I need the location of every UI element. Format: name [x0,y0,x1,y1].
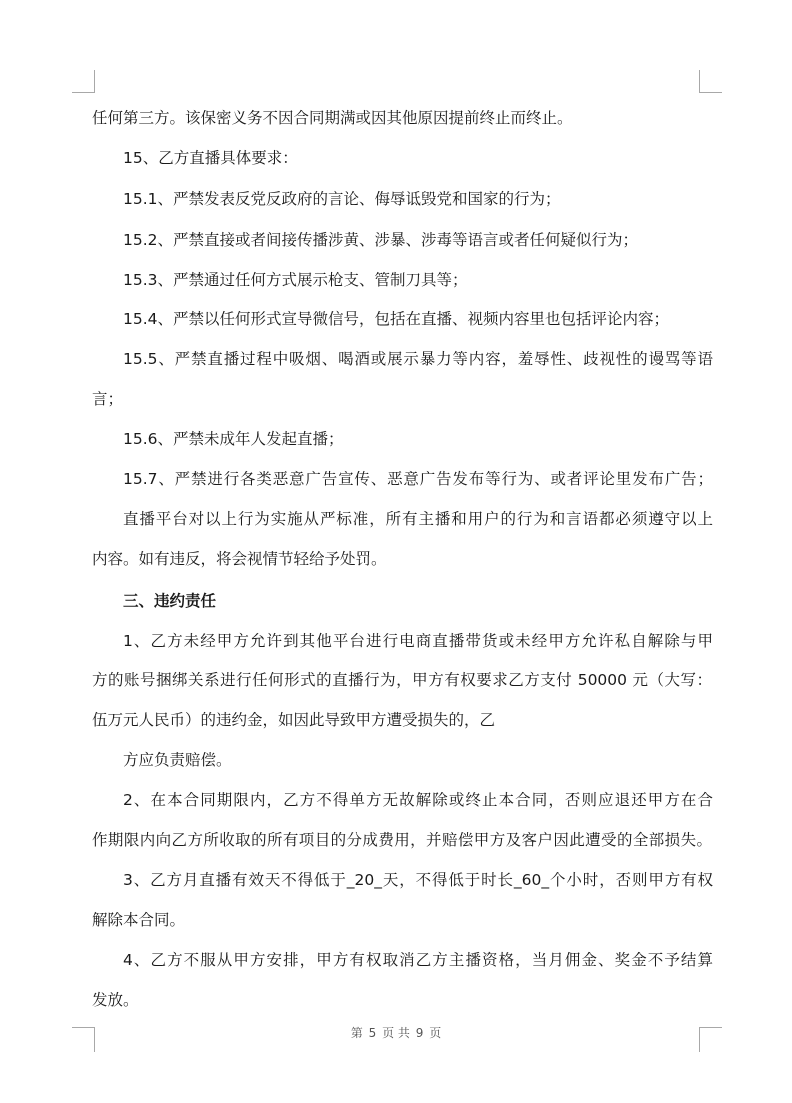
footer-prefix: 第 [350,1026,363,1040]
section-heading-breach: 三、违约责任 [123,592,217,610]
clause-15-1: 15.1、严禁发表反党反政府的言论、侮辱诋毁党和国家的行为； [123,190,561,208]
footer-suffix: 页 [429,1026,442,1040]
section-15-title: 15、乙方直播具体要求： [123,149,298,167]
clause-15-7: 15.7、严禁进行各类恶意广告宣传、恶意广告发布等行为、或者评论里发布广告； [123,470,713,488]
breach-clause-4: 4、乙方不服从甲方安排，甲方有权取消乙方主播资格，当月佣金、奖金不予结算 [123,951,713,969]
breach-clause-1: 1、乙方未经甲方允许到其他平台进行电商直播带货或未经甲方允许私自解除与甲 [123,632,713,650]
clause-15-5: 15.5、严禁直播过程中吸烟、喝酒或展示暴力等内容，羞辱性、歧视性的谩骂等语 [123,350,713,368]
clause-15-5-cont: 言； [92,390,124,408]
breach-clause-1-cont: 方的账号捆绑关系进行任何形式的直播行为，甲方有权要求乙方支付 50000 元（大写： [92,671,712,689]
breach-clause-2: 2、在本合同期限内，乙方不得单方无故解除或终止本合同，否则应退还甲方在合 [123,791,713,809]
clause-15-2: 15.2、严禁直接或者间接传播涉黄、涉暴、涉毒等语言或者任何疑似行为； [123,231,639,249]
clause-15-6: 15.6、严禁未成年人发起直播； [123,430,344,448]
crop-mark-top-left [72,70,95,93]
crop-mark-top-right [699,70,722,93]
breach-clause-3: 3、乙方月直播有效天不得低于_20_天，不得低于时长_60_个小时，否则甲方有权 [123,871,713,889]
clause-15-4: 15.4、严禁以任何形式宣导微信号，包括在直播、视频内容里也包括评论内容； [123,310,670,328]
breach-clause-1-cont: 伍万元人民币）的违约金，如因此导致甲方遭受损失的，乙 [92,711,496,729]
platform-standard-text: 直播平台对以上行为实施从严标准，所有主播和用户的行为和言语都必须遵守以上 [123,510,713,528]
footer-middle: 页 共 [382,1026,410,1040]
page-number-footer [0,1024,792,1042]
text-line: 任何第三方。该保密义务不因合同期满或因其他原因提前终止而终止。 [92,109,573,127]
clause-15-3: 15.3、严禁通过任何方式展示枪支、管制刀具等； [123,271,468,289]
current-page-number: 5 [368,1026,377,1040]
platform-standard-text-cont: 内容。如有违反，将会视情节轻给予处罚。 [92,550,387,568]
breach-clause-1-cont: 方应负责赔偿。 [123,751,232,769]
breach-clause-2-cont: 作期限内向乙方所收取的所有项目的分成费用，并赔偿甲方及客户因此遭受的全部损失。 [92,831,712,849]
total-page-number: 9 [415,1026,424,1040]
breach-clause-3-cont: 解除本合同。 [92,911,186,929]
breach-clause-4-cont: 发放。 [92,991,139,1009]
